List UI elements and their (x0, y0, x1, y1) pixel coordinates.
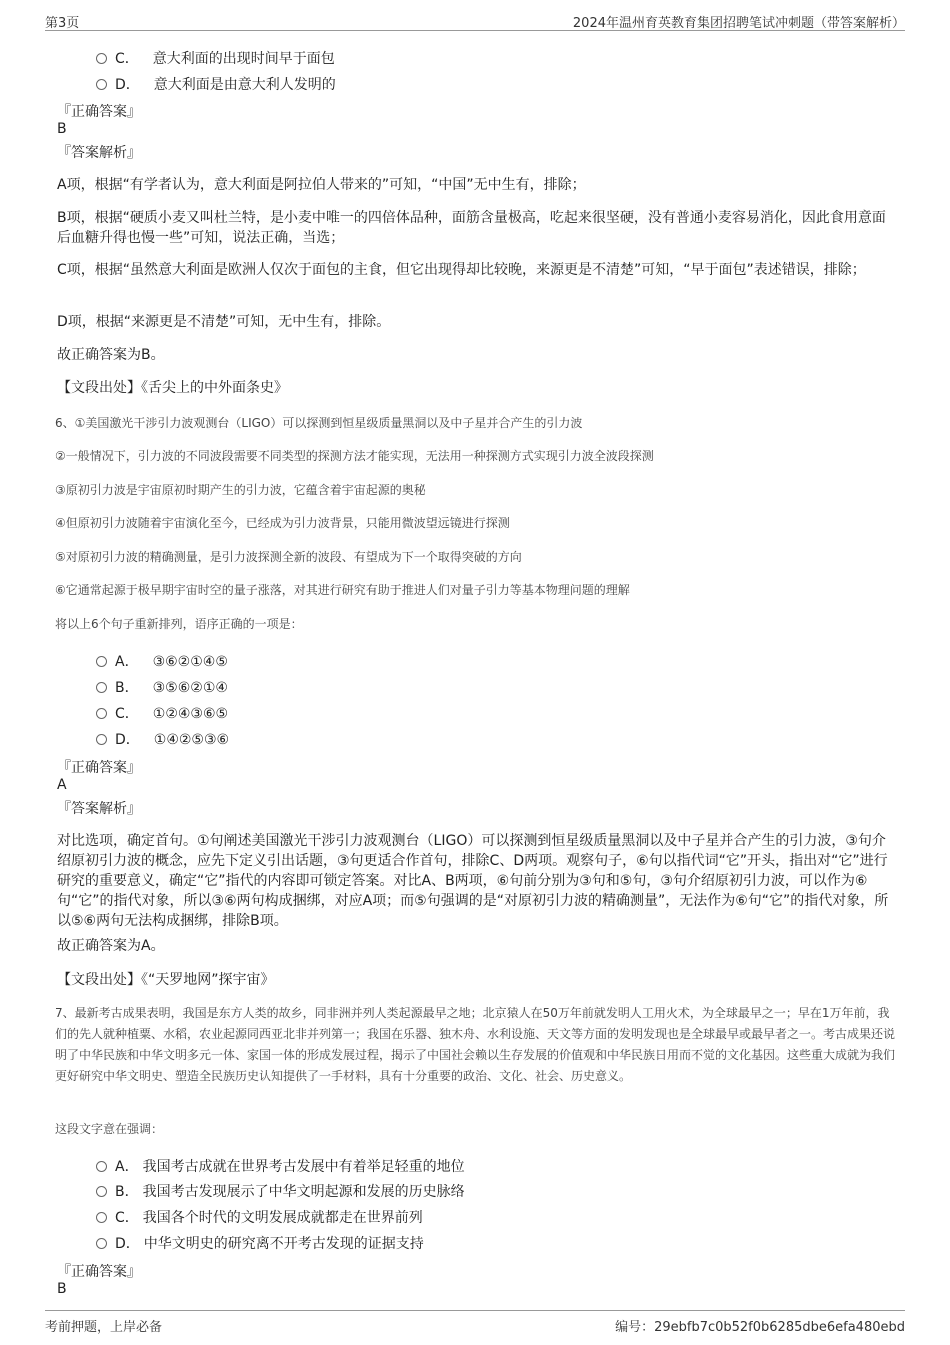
analysis-paragraph: A项，根据“有学者认为，意大利面是阿拉伯人带来的”可知，“中国”无中生有，排除； (57, 177, 586, 193)
option-b[interactable]: B． ③⑤⑥②①④ (96, 677, 228, 697)
question-stem-line: 6、①美国激光干涉引力波观测台（LIGO）可以探测到恒星级质量黑洞以及中子星并合产生的引力波 (55, 416, 583, 430)
analysis-label: 『答案解析』 (57, 145, 141, 161)
conclusion: 故正确答案为B。 (57, 347, 165, 363)
analysis-label: 『答案解析』 (57, 801, 141, 817)
radio-icon[interactable] (96, 656, 107, 667)
question-stem-line: ⑤对原初引力波的精确测量，是引力波探测全新的波段、有望成为下一个取得突破的方向 (55, 550, 522, 564)
radio-icon[interactable] (96, 734, 107, 745)
option-a[interactable]: A． 我国考古成就在世界考古发展中有着举足轻重的地位 (96, 1156, 465, 1176)
answer-label: 『正确答案』 (57, 760, 141, 776)
question-stem-line: ③原初引力波是宇宙原初时期产生的引力波，它蕴含着宇宙起源的奥秘 (55, 483, 426, 497)
option-d[interactable]: D． ①④②⑤③⑥ (96, 729, 229, 749)
page-header (45, 8, 905, 31)
answer-label: 『正确答案』 (57, 1264, 141, 1280)
radio-icon[interactable] (96, 53, 107, 64)
option-a[interactable]: A． ③⑥②①④⑤ (96, 651, 228, 671)
radio-icon[interactable] (96, 1186, 107, 1197)
question-stem: 7、最新考古成果表明，我国是东方人类的故乡，同非洲并列人类起源最早之地；北京猿人在50万年前就发明人工用火术，为全球最早之一；早在1万年前，我们的先人就种植粟、水稻，农业起源同西亚北非并列第一；我国在乐器、独木舟、水利设施、天文等方面的发明发现也是全球最早或最早者之一。考古成果还说明了中华民族和中华文明多元一体、家国一体的形成发展过程，揭示了中国社会赖以生存发展的价值观和中华民族日用而不觉的文化基因。这些重大成就为我们更好研究中华文明史、塑造全民族历史认知提供了一手材料，具有十分重要的政治、文化、社会、历史意义。 (55, 1006, 896, 1083)
answer-value: B (57, 121, 67, 137)
option-c[interactable]: C． 我国各个时代的文明发展成就都走在世界前列 (96, 1207, 423, 1227)
analysis-paragraph: C项，根据“虽然意大利面是欧洲人仅次于面包的主食，但它出现得却比较晚，来源更是不清楚”可知，“早于面包”表述错误，排除； (57, 262, 866, 278)
document-title: 2024年温州育英教育集团招聘笔试冲刺题（带答案解析） (572, 16, 905, 31)
radio-icon[interactable] (96, 708, 107, 719)
analysis-paragraph: 对比选项，确定首句。①句阐述美国激光干涉引力波观测台（LIGO）可以探测到恒星级质量黑洞以及中子星并合产生的引力波，③句介绍原初引力波的概念，应先下定义引出话题，③句更适合作首句，排除C、D两项。观察句子，⑥句以指代词“它”开头，指出对“它”进行研究的重要意义，确定“它”指代的内容即可锁定答案。对比A、B两项，⑥句前分别为③句和⑤句，③句介绍原初引力波，可以作为⑥句“它”的指代对象，所以③⑥两句构成捆绑，对应A项；而⑤句强调的是“对原初引力波的精确测量”，无法作为⑥句“它”的指代对象，所以⑤⑥两句无法构成捆绑，排除B项。 (57, 833, 889, 929)
analysis-paragraph: B项，根据“硬质小麦又叫杜兰特，是小麦中唯一的四倍体品种，面筋含量极高，吃起来很坚硬，没有普通小麦容易消化，因此食用意面后血糖升得也慢一些”可知，说法正确，当选； (57, 210, 886, 246)
answer-value: A (57, 777, 67, 793)
analysis-paragraph: D项，根据“来源更是不清楚”可知，无中生有，排除。 (57, 314, 391, 330)
question-prompt: 将以上6个句子重新排列，语序正确的一项是： (55, 617, 303, 631)
document-id: 编号：29ebfb7c0b52f0b6285dbe6efa480ebd (615, 1320, 905, 1335)
radio-icon[interactable] (96, 1212, 107, 1223)
option-c[interactable]: C． 意大利面的出现时间早于面包 (96, 48, 335, 68)
radio-icon[interactable] (96, 79, 107, 90)
question-prompt: 这段文字意在强调： (55, 1122, 164, 1136)
question-stem-line: ②一般情况下，引力波的不同波段需要不同类型的探测方法才能实现，无法用一种探测方式实现引力波全波段探测 (55, 449, 654, 463)
question-stem-line: ⑥它通常起源于极早期宇宙时空的量子涨落，对其进行研究有助于推进人们对量子引力等基本物理问题的理解 (55, 583, 630, 597)
radio-icon[interactable] (96, 1238, 107, 1249)
source: 【文段出处】《舌尖上的中外面条史》 (57, 380, 288, 396)
radio-icon[interactable] (96, 682, 107, 693)
source: 【文段出处】《“天罗地网”探宇宙》 (57, 972, 275, 988)
page-number: 第3页 (45, 16, 80, 31)
page-footer (45, 1310, 905, 1335)
option-d[interactable]: D． 中华文明史的研究离不开考古发现的证据支持 (96, 1233, 424, 1253)
option-d[interactable]: D． 意大利面是由意大利人发明的 (96, 74, 336, 94)
answer-value: B (57, 1281, 67, 1297)
conclusion: 故正确答案为A。 (57, 938, 165, 954)
option-c[interactable]: C． ①②④③⑥⑤ (96, 703, 228, 723)
radio-icon[interactable] (96, 1161, 107, 1172)
answer-label: 『正确答案』 (57, 104, 141, 120)
footer-slogan: 考前押题，上岸必备 (45, 1320, 163, 1335)
question-stem-line: ④但原初引力波随着宇宙演化至今，已经成为引力波背景，只能用微波望远镜进行探测 (55, 516, 510, 530)
option-b[interactable]: B． 我国考古发现展示了中华文明起源和发展的历史脉络 (96, 1181, 465, 1201)
